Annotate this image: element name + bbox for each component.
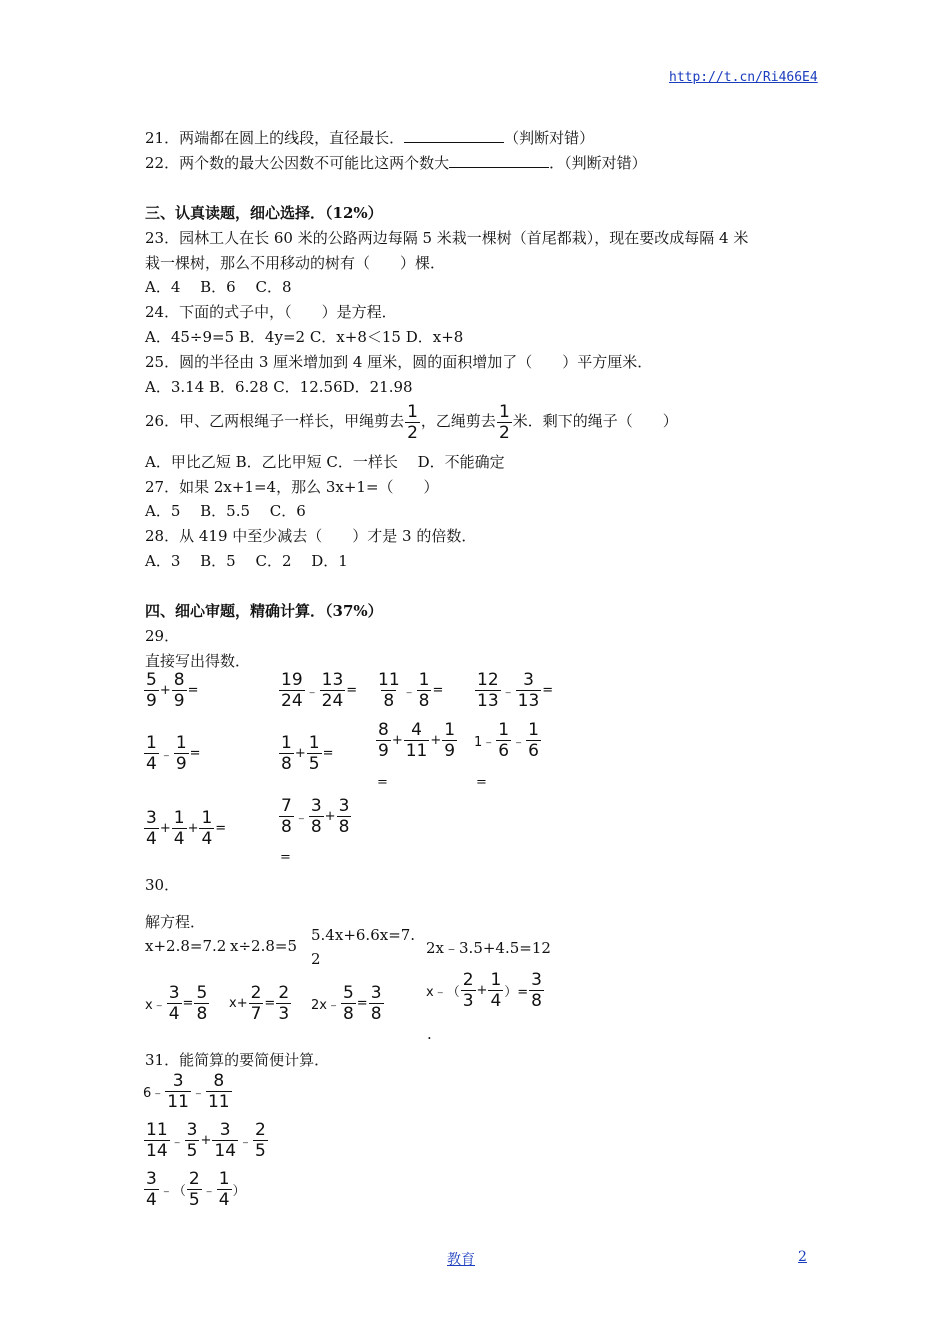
minus-sign: ﹣ — [191, 1086, 205, 1101]
q22-suffix: ．（判断对错） — [549, 154, 647, 172]
question-21 — [145, 128, 594, 148]
numerator: 3 — [338, 796, 350, 816]
q26-part2: ，乙绳剪去 — [420, 412, 496, 430]
2x-minus: 2x﹣ — [311, 998, 340, 1013]
minus-sign: ﹣ — [402, 685, 416, 700]
numerator: 8 — [378, 720, 389, 740]
q22-text: 22．两个数的最大公因数不可能比这两个数大 — [145, 154, 450, 172]
numerator: 4 — [411, 720, 422, 740]
plus-sign: + — [159, 821, 171, 836]
fraction — [526, 720, 541, 761]
fraction — [341, 983, 356, 1024]
q26-part1: 26．甲、乙两根绳子一样长，甲绳剪去 — [145, 412, 405, 430]
q24-options: A．45÷9=5 B．4y=2 C．x+8＜15 D．x+8 — [145, 328, 464, 346]
question-22 — [145, 153, 647, 173]
numerator: 2 — [188, 1169, 200, 1189]
numerator: 1 — [201, 808, 213, 828]
numerator: 3 — [531, 970, 542, 990]
minus-sign: ﹣ — [501, 685, 515, 700]
one-minus: 1﹣ — [474, 735, 496, 750]
equation-8 — [426, 970, 545, 1011]
equals-sign: = — [476, 775, 487, 790]
plus-sign: + — [391, 733, 403, 748]
plus-sign: + — [200, 1133, 212, 1148]
q23-options: A．4 B．6 C．8 — [145, 278, 292, 296]
numerator: 3 — [370, 983, 382, 1003]
numerator: 1 — [407, 401, 418, 422]
denominator: 9 — [146, 691, 157, 711]
fraction — [144, 808, 159, 849]
expr-5-9-plus-8-9 — [143, 670, 198, 711]
numerator: 3 — [523, 670, 534, 690]
fraction — [376, 720, 391, 761]
numerator: 5 — [342, 983, 354, 1003]
numerator: 1 — [528, 720, 539, 740]
numerator: 19 — [281, 670, 303, 690]
equals-sign: = — [189, 746, 201, 761]
numerator: 1 — [175, 733, 187, 753]
fraction — [249, 983, 264, 1024]
expr-11-8-minus-1-8 — [375, 670, 443, 711]
denominator: 11 — [167, 1092, 189, 1112]
section-3-title: 三、认真读题，细心选择．（12%） — [145, 204, 383, 222]
fraction — [320, 670, 346, 711]
q21-text: 21．两端都在圆上的线段，直径最长． — [145, 129, 405, 147]
expr-11-14-minus-3-5-plus-3-14-minus-2-5 — [143, 1120, 269, 1161]
denominator: 13 — [477, 691, 499, 711]
fraction — [187, 1169, 202, 1210]
denominator: 24 — [281, 691, 303, 711]
denominator: 8 — [531, 991, 542, 1011]
fraction — [144, 670, 159, 711]
expr-6-minus-3-11-minus-8-11 — [143, 1071, 233, 1112]
x-minus-paren: x﹣（ — [426, 985, 460, 1000]
fraction — [144, 733, 159, 774]
fraction — [199, 808, 214, 849]
q29-instruction: 直接写出得数． — [145, 652, 251, 670]
x-minus: x﹣ — [145, 998, 166, 1013]
fraction — [337, 796, 352, 837]
close-paren-equals: ）= — [504, 985, 529, 1000]
fraction — [369, 983, 384, 1024]
equals-sign: = — [182, 996, 194, 1011]
numerator: 3 — [310, 796, 322, 816]
minus-sign: ﹣ — [294, 811, 308, 826]
fraction — [172, 808, 187, 849]
equals-sign: = — [280, 850, 291, 865]
equation-4: 2x﹣3.5+4.5=12 — [426, 939, 551, 957]
fraction — [488, 970, 503, 1011]
denominator: 8 — [370, 1004, 382, 1024]
q23-line1: 23．园林工人在长 60 米的公路两边每隔 5 米栽一棵树（首尾都栽），现在要改成每隔 4 米 — [145, 229, 749, 247]
numerator: 8 — [213, 1071, 225, 1091]
equals-sign: = — [322, 746, 334, 761]
x-plus: x+ — [229, 996, 248, 1011]
fraction — [405, 402, 420, 443]
fraction — [276, 983, 291, 1024]
equation-7 — [311, 983, 385, 1024]
denominator: 9 — [378, 741, 389, 761]
numerator: 2 — [462, 970, 474, 990]
denominator: 7 — [250, 1004, 262, 1024]
numerator: 3 — [168, 983, 180, 1003]
denominator: 13 — [517, 691, 540, 711]
numerator: 1 — [281, 733, 292, 753]
numerator: 1 — [444, 720, 456, 740]
numerator: 1 — [218, 1169, 230, 1189]
minus-sign: ﹣ — [512, 735, 526, 750]
minus-sign: ﹣ — [239, 1135, 253, 1150]
plus-sign: + — [159, 683, 171, 698]
q27-text: 27．如果 2x+1=4，那么 3x+1=（ ） — [145, 478, 439, 496]
q31-instruction: 31．能简算的要简便计算． — [145, 1051, 330, 1069]
q24-text: 24．下面的式子中，（ ）是方程． — [145, 303, 397, 321]
equation-3-line1: 5.4x+6.6x=7. — [311, 926, 416, 944]
q28-options: A．3 B．5 C．2 D．1 — [145, 552, 348, 570]
fraction — [279, 733, 294, 774]
q29-number: 29． — [145, 627, 180, 645]
denominator: 6 — [528, 741, 539, 761]
denominator: 9 — [444, 741, 456, 761]
denominator: 2 — [498, 422, 510, 443]
minus-sign: ﹣ — [305, 685, 319, 700]
denominator: 14 — [146, 1141, 168, 1161]
q30-instruction: 解方程． — [145, 913, 206, 931]
denominator: 5 — [186, 1141, 198, 1161]
numerator: 7 — [281, 796, 292, 816]
minus-open-paren: ﹣（ — [159, 1184, 186, 1199]
fraction — [144, 1169, 159, 1210]
question-26 — [145, 399, 678, 443]
equation-3-line2: 2 — [311, 950, 321, 968]
numerator: 1 — [146, 733, 157, 753]
q27-options: A．5 B．5.5 C．6 — [145, 502, 306, 520]
q30-number: 30． — [145, 876, 180, 894]
denominator: 8 — [338, 817, 350, 837]
expr-1-minus-1-6-minus-1-6 — [474, 720, 542, 761]
denominator: 4 — [173, 829, 185, 849]
plus-sign: + — [294, 746, 306, 761]
numerator: 1 — [418, 670, 430, 690]
fraction — [475, 670, 501, 711]
plus-sign: + — [476, 983, 488, 998]
fraction — [165, 1071, 191, 1112]
equals-sign: = — [432, 683, 444, 698]
numerator: 3 — [146, 1169, 157, 1189]
fraction — [206, 1071, 232, 1112]
fraction — [307, 733, 322, 774]
numerator: 2 — [278, 983, 290, 1003]
denominator: 4 — [490, 991, 502, 1011]
plus-sign: + — [187, 821, 199, 836]
denominator: 4 — [146, 754, 157, 774]
numerator: 3 — [172, 1071, 184, 1091]
denominator: 8 — [342, 1004, 354, 1024]
equals-sign: = — [356, 996, 368, 1011]
equation-8-dot: . — [427, 1025, 432, 1043]
numerator: 3 — [146, 808, 157, 828]
page-number: 2 — [798, 1249, 807, 1265]
numerator: 1 — [308, 733, 320, 753]
fraction — [217, 1169, 232, 1210]
equation-5 — [145, 983, 210, 1024]
denominator: 3 — [462, 991, 474, 1011]
equals-sign: = — [215, 821, 227, 836]
fraction — [442, 720, 457, 761]
fraction — [309, 796, 324, 837]
denominator: 9 — [175, 754, 187, 774]
expr-1-8-plus-1-5 — [278, 733, 333, 774]
numerator: 1 — [498, 720, 510, 740]
equation-2: x÷2.8=5 — [230, 937, 297, 955]
equals-sign: = — [542, 683, 554, 698]
expr-1-4-minus-1-9 — [143, 733, 201, 774]
fraction — [212, 1120, 238, 1161]
q28-text: 28．从 419 中至少减去（ ）才是 3 的倍数． — [145, 527, 477, 545]
expr-12-13-minus-3-13 — [474, 670, 553, 711]
denominator: 4 — [218, 1190, 230, 1210]
numerator: 1 — [173, 808, 185, 828]
equals-sign: = — [377, 775, 388, 790]
fraction — [144, 1120, 170, 1161]
numerator: 3 — [219, 1120, 231, 1140]
fraction — [417, 670, 432, 711]
denominator: 8 — [281, 754, 292, 774]
fraction — [404, 720, 430, 761]
denominator: 2 — [407, 422, 418, 443]
fraction — [253, 1120, 268, 1161]
header-url-link[interactable]: http://t.cn/Ri466E4 — [669, 70, 818, 85]
denominator: 4 — [168, 1004, 180, 1024]
denominator: 14 — [214, 1141, 237, 1161]
q26-options: A．甲比乙短 B．乙比甲短 C．一样长 D．不能确定 — [145, 453, 505, 471]
numerator: 8 — [173, 670, 185, 690]
numerator: 11 — [146, 1120, 168, 1140]
fraction — [461, 970, 476, 1011]
q25-text: 25．圆的半径由 3 厘米增加到 4 厘米，圆的面积增加了（ ）平方厘米． — [145, 353, 653, 371]
fraction — [529, 970, 544, 1011]
q23-line2: 栽一棵树，那么不用移动的树有（ ）棵． — [145, 254, 446, 272]
equals-sign: = — [346, 683, 358, 698]
fraction — [279, 670, 305, 711]
denominator: 8 — [418, 691, 430, 711]
fraction — [496, 720, 511, 761]
numerator: 5 — [196, 983, 208, 1003]
numerator: 12 — [477, 670, 499, 690]
numerator: 2 — [250, 983, 262, 1003]
denominator: 5 — [308, 754, 320, 774]
denominator: 4 — [146, 829, 157, 849]
q25-options: A．3.14 B．6.28 C．12.56D．21.98 — [145, 378, 413, 396]
fraction — [279, 796, 294, 837]
q21-answer-blank[interactable] — [404, 129, 504, 143]
denominator: 6 — [498, 741, 510, 761]
plus-sign: + — [324, 809, 336, 824]
numerator: 11 — [378, 670, 400, 690]
numerator: 5 — [146, 670, 157, 690]
denominator: 4 — [146, 1190, 157, 1210]
minus-sign: ﹣ — [202, 1184, 216, 1199]
fraction — [194, 983, 209, 1024]
minus-sign: ﹣ — [170, 1135, 184, 1150]
fraction — [172, 670, 187, 711]
denominator: 11 — [207, 1092, 230, 1112]
expr-7-8-minus-3-8-plus-3-8 — [278, 796, 352, 837]
numerator: 2 — [255, 1120, 266, 1140]
denominator: 8 — [383, 691, 395, 711]
numerator: 13 — [321, 670, 344, 690]
denominator: 4 — [201, 829, 213, 849]
six-minus: 6﹣ — [143, 1086, 165, 1101]
denominator: 24 — [321, 691, 344, 711]
fraction — [497, 402, 512, 443]
q21-suffix: （判断对错） — [504, 129, 595, 147]
equals-sign: = — [264, 996, 276, 1011]
fraction — [174, 733, 189, 774]
q26-part3: 米．剩下的绳子（ ） — [512, 412, 678, 430]
section-4-title: 四、细心审题，精确计算．（37%） — [145, 602, 383, 620]
equation-6 — [229, 983, 292, 1024]
close-paren: ） — [232, 1184, 246, 1199]
denominator: 8 — [196, 1004, 208, 1024]
denominator: 5 — [188, 1190, 200, 1210]
denominator: 11 — [405, 741, 428, 761]
minus-sign: ﹣ — [159, 748, 173, 763]
equation-1: x+2.8=7.2 — [145, 937, 227, 955]
fraction — [516, 670, 542, 711]
expr-19-24-minus-13-24 — [278, 670, 357, 711]
numerator: 1 — [498, 401, 510, 422]
expr-8-9-plus-4-11-plus-1-9 — [375, 720, 458, 761]
fraction — [376, 670, 402, 711]
expr-3-4-minus-paren-2-5-minus-1-4 — [143, 1169, 246, 1210]
plus-sign: + — [430, 733, 442, 748]
footer-label-link[interactable]: 教育 — [447, 1252, 475, 1268]
fraction — [167, 983, 182, 1024]
denominator: 3 — [278, 1004, 290, 1024]
q22-answer-blank[interactable] — [449, 154, 549, 168]
denominator: 8 — [281, 817, 292, 837]
denominator: 5 — [255, 1141, 266, 1161]
equals-sign: = — [187, 683, 199, 698]
numerator: 1 — [490, 970, 502, 990]
numerator: 3 — [186, 1120, 198, 1140]
fraction — [185, 1120, 200, 1161]
expr-3-4-plus-1-4-plus-1-4 — [143, 808, 226, 849]
denominator: 8 — [310, 817, 322, 837]
denominator: 9 — [173, 691, 185, 711]
